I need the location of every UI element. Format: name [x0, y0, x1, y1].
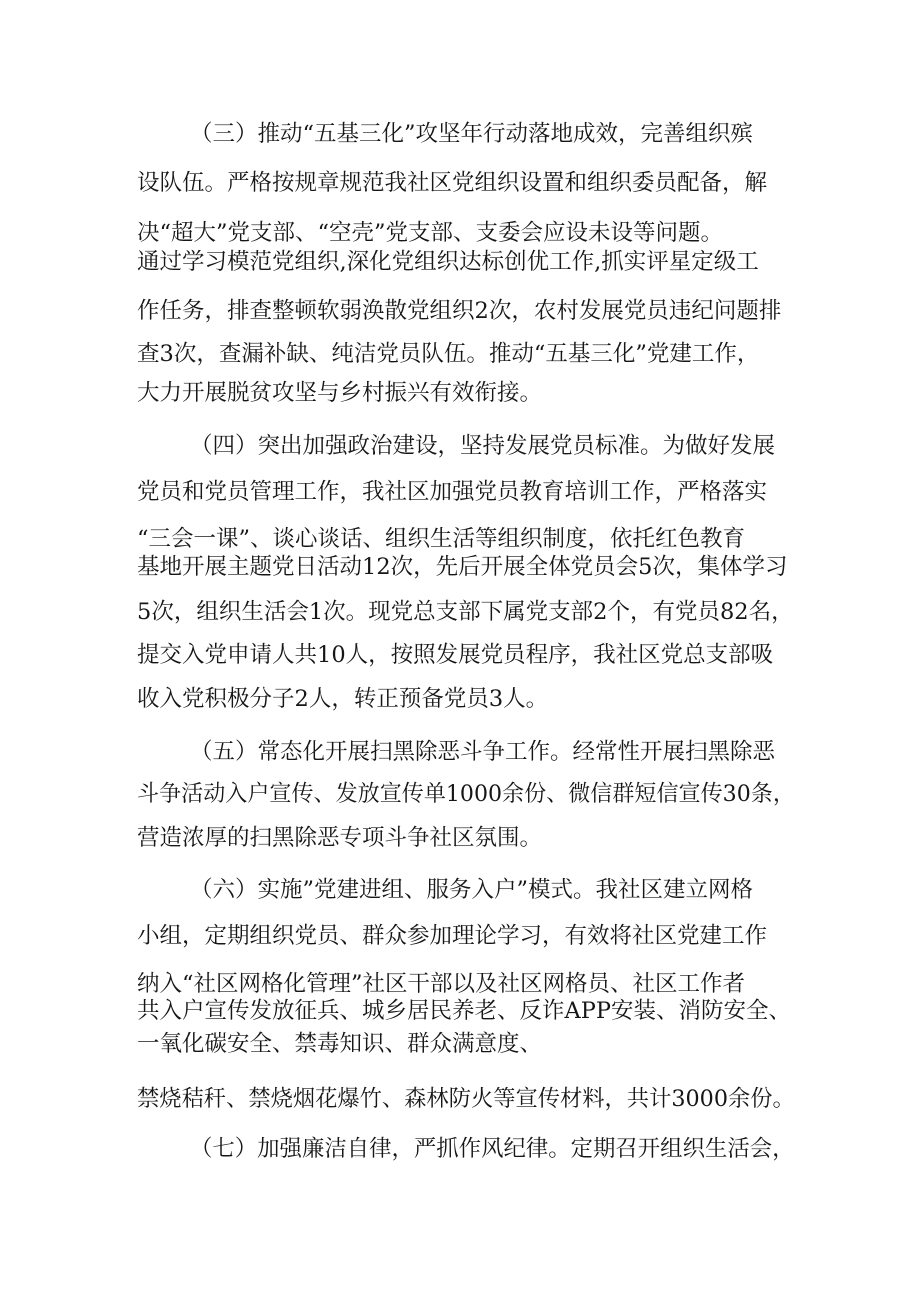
paragraph-6-line-4: 共入户宣传发放征兵、城乡居民养老、反诈APP安装、消防安全、 — [137, 998, 792, 1024]
paragraph-3-line-5: 作任务，排查整顿软弱涣散党组织2次，农村发展党员违纪问题排 — [137, 298, 782, 324]
paragraph-5-line-3: 营造浓厚的扫黑除恶专项斗争社区氛围。 — [137, 825, 543, 851]
paragraph-4-line-5: 5次，组织生活会1次。现党总支部下属党支部2个，有党员82名， — [137, 599, 794, 625]
paragraph-4-line-4: 基地开展主题党日活动12次，先后开展全体党员会5次，集体学习 — [137, 554, 788, 580]
paragraph-4-line-3: “三会一课”、谈心谈话、组织生活等组织制度，依托红色教育 — [137, 526, 746, 552]
paragraph-4-line-1: （四）突出加强政治建设，坚持发展党员标准。为做好发展 — [190, 433, 776, 459]
paragraph-3-line-2: 设队伍。严格按规章规范我社区党组织设置和组织委员配备，解 — [137, 170, 768, 196]
paragraph-4-line-6: 提交入党申请人共10人，按照发展党员程序，我社区党总支部吸 — [137, 642, 774, 668]
paragraph-5-line-2: 斗争活动入户宣传、发放宣传单1000余份、微信群短信宣传30条， — [137, 781, 795, 807]
paragraph-3-line-7: 大力开展脱贫攻坚与乡村振兴有效衔接。 — [137, 380, 543, 406]
paragraph-3-line-3: 决“超大”党支部、“空壳”党支部、支委会应设未设等问题。 — [137, 220, 724, 246]
paragraph-3-line-6: 查3次，查漏补缺、纯洁党员队伍。推动“五基三化”党建工作， — [137, 341, 760, 367]
paragraph-5-line-1: （五）常态化开展扫黑除恶斗争工作。经常性开展扫黑除恶 — [190, 739, 776, 765]
paragraph-3-line-1: （三）推动“五基三化”攻坚年行动落地成效，完善组织殡 — [190, 121, 754, 147]
paragraph-3-line-4: 通过学习模范党组织,深化党组织达标创优工作,抓实评星定级工 — [137, 249, 759, 275]
paragraph-6-line-1: （六）实施”党建进组、服务入户”模式。我社区建立网格 — [190, 877, 754, 903]
paragraph-4-line-7: 收入党积极分子2人，转正预备党员3人。 — [137, 686, 549, 712]
paragraph-6-line-6: 禁烧秸秆、禁烧烟花爆竹、森林防火等宣传材料，共计3000余份。 — [137, 1086, 795, 1112]
paragraph-4-line-2: 党员和党员管理工作，我社区加强党员教育培训工作，严格落实 — [137, 479, 768, 505]
paragraph-6-line-3: 纳入“社区网格化管理”社区干部以及社区网格员、社区工作者 — [137, 971, 746, 997]
paragraph-7-line-1: （七）加强廉洁自律，严抓作风纪律。定期召开组织生活会， — [190, 1136, 795, 1162]
paragraph-6-line-5: 一氧化碳安全、禁毒知识、群众满意度、 — [137, 1031, 543, 1057]
paragraph-6-line-2: 小组，定期组织党员、群众参加理论学习，有效将社区党建工作 — [137, 923, 768, 949]
